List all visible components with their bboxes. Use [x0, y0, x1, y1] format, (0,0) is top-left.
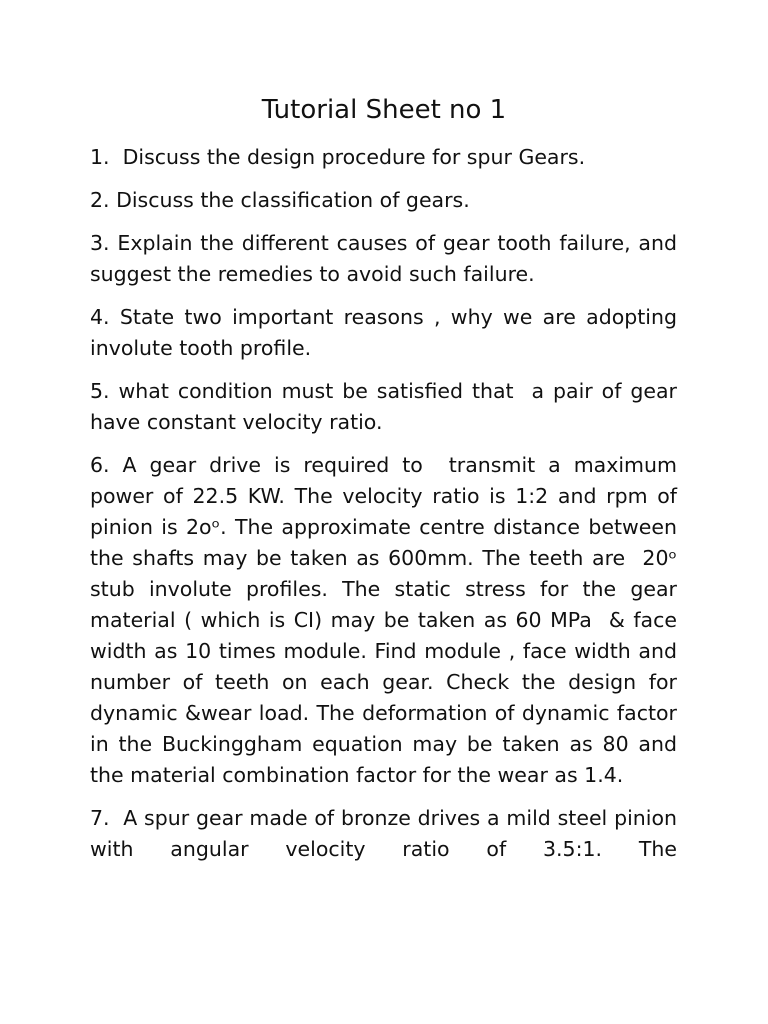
- question-item-3: 3. Explain the different causes of gear tooth failure, and suggest the remedies to avoid such failure.: [90, 231, 684, 286]
- question-item-6: 6. A gear drive is required to transmit a maximum power of 22.5 KW. The velocity ratio is 1:2 and rpm of pinion is 2oᵒ. The approximate centre distance between the shafts may be taken as 600mm. The teeth are 20ᵒ stub involute profiles. The static stress for the gear material ( which is CI) may be taken as 60 MPa & face width as 10 times module. Find module , face width and number of teeth on each gear. Check the design for dynamic &wear load. The deformation of dynamic factor in the Buckinggham equation may be taken as 80 and the material combination factor for the wear as 1.4.: [90, 453, 684, 787]
- question-list: [90, 142, 684, 877]
- question-item-7: 7. A spur gear made of bronze drives a mild steel pinion with angular velocity ratio of 3.5:1. The: [90, 806, 684, 861]
- question-item-5: 5. what condition must be satisfied that a pair of gear have constant velocity ratio.: [90, 379, 684, 434]
- question-item-1: 1. Discuss the design procedure for spur Gears.: [90, 145, 586, 169]
- page-title: Tutorial Sheet no 1: [261, 95, 507, 125]
- question-item-4: 4. State two important reasons , why we are adopting involute tooth profile.: [90, 305, 684, 360]
- question-item-2: 2. Discuss the classification of gears.: [90, 188, 470, 212]
